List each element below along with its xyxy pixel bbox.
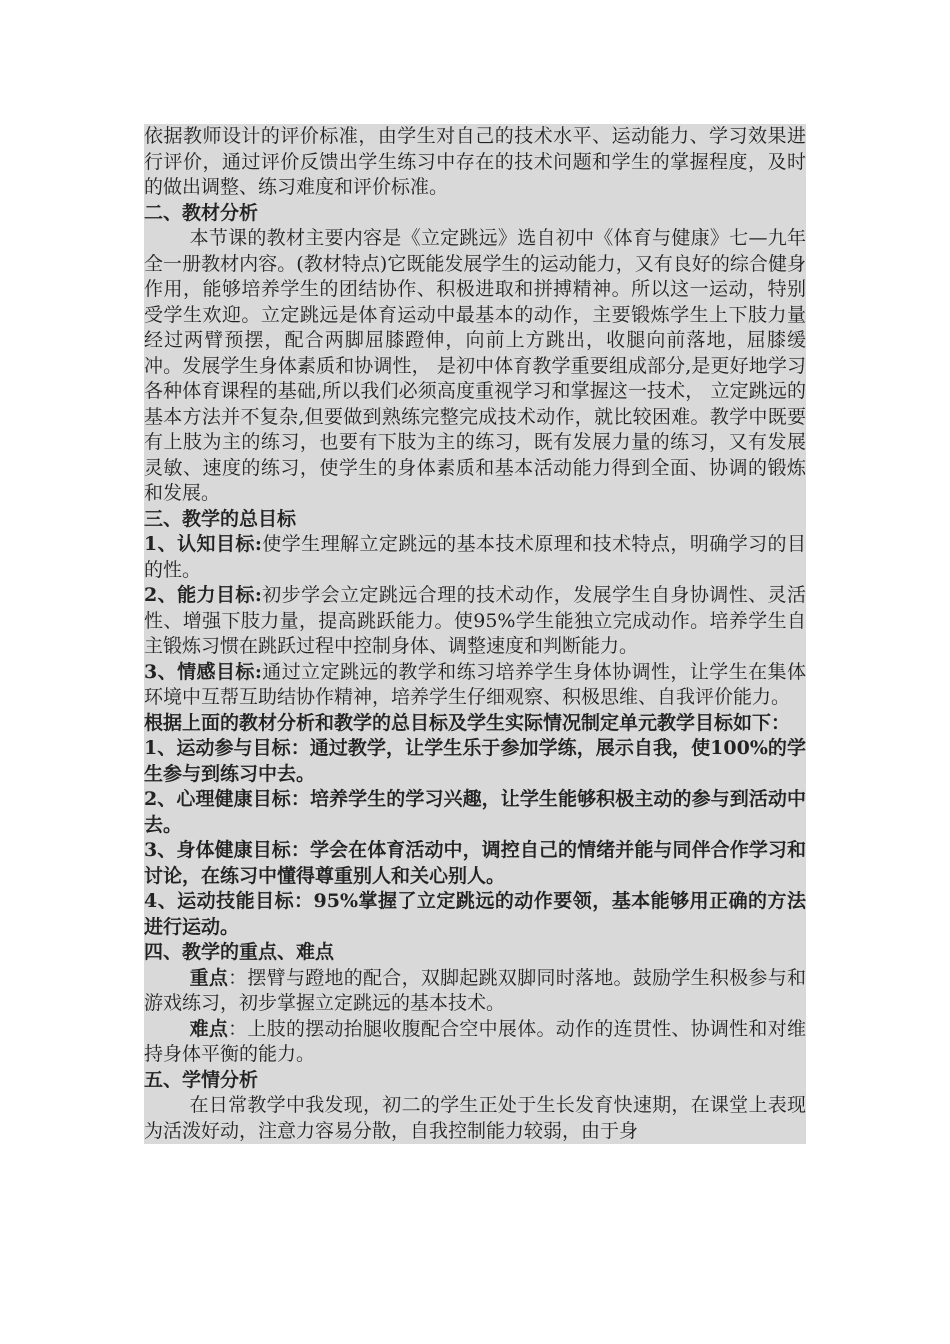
goal-item — [144, 660, 806, 711]
materials-paragraph: 本节课的教材主要内容是《立定跳远》选自初中《体育与健康》七—九年全一册教材内容。(教材特点)它既能发展学生的运动能力，又有良好的综合健身作用，能够培养学生的团结协作、积极进取和拼搏精神。所以这一运动，特别受学生欢迎。立定跳远是体育运动中最基本的动作，主要锻炼学生上下肢力量经过两臂预摆，配合两脚屈膝蹬伸，向前上方跳出，收腿向前落地，屈膝缓冲。发展学生身体素质和协调性， 是初中体育教学重要组成部分,是更好地学习各种体育课程的基础,所以我们必须高度重视学习和掌握这一技术， 立定跳远的基本方法并不复杂,但要做到熟练完整完成技术动作，就比较困难。教学中既要有上肢为主的练习，也要有下肢为主的练习，既有发展力量的练习，又有发展灵敏、速度的练习，使学生的身体素质和基本活动能力得到全面、协调的锻炼和发展。 — [144, 227, 806, 504]
goal-label: 1、认知目标: — [144, 533, 262, 555]
goal-label: 2、能力目标: — [144, 584, 262, 606]
unit-goal-item: 3、身体健康目标：学会在体育活动中，调控自己的情绪并能与同伴合作学习和讨论，在练习中懂得尊重别人和关心别人。 — [144, 839, 806, 887]
section-key-points — [144, 940, 806, 1068]
unit-goals-intro: 根据上面的教材分析和教学的总目标及学生实际情况制定单元教学目标如下： — [144, 711, 791, 734]
key-point-text: ：摆臂与蹬地的配合，双脚起跳双脚同时落地。鼓励学生积极参与和游戏练习，初步掌握立定跳远的基本技术。 — [144, 966, 806, 1014]
unit-goal-item: 2、心理健康目标：培养学生的学习兴趣，让学生能够积极主动的参与到活动中去。 — [144, 788, 806, 836]
section-goals — [144, 507, 806, 941]
goal-text: 使学生理解立定跳远的基本技术原理和技术特点，明确学习的目的性。 — [144, 533, 806, 581]
goal-item — [144, 583, 806, 660]
section-heading: 三、教学的总目标 — [144, 507, 297, 530]
student-analysis-paragraph: 在日常教学中我发现，初二的学生正处于生长发育快速期，在课堂上表现为活泼好动，注意力容易分散，自我控制能力较弱，由于身 — [144, 1094, 806, 1142]
intro-block — [144, 124, 806, 201]
difficulty-label: 难点 — [189, 1017, 229, 1040]
unit-goal-item: 1、运动参与目标：通过教学，让学生乐于参加学练，展示自我，使100%的学生参与到练习中去。 — [144, 737, 806, 785]
difficulty-text: ：上肢的摆动抬腿收腹配合空中展体。动作的连贯性、协调性和对维持身体平衡的能力。 — [144, 1017, 806, 1065]
key-point-paragraph — [144, 966, 806, 1017]
goal-text: 通过立定跳远的教学和练习培养学生身体协调性，让学生在集体环境中互帮互助结协作精神，培养学生仔细观察、积极思维、自我评价能力。 — [144, 660, 806, 708]
document-body — [144, 124, 806, 1144]
section-student-analysis — [144, 1068, 806, 1145]
difficulty-paragraph — [144, 1017, 806, 1068]
section-heading: 五、学情分析 — [144, 1068, 259, 1091]
unit-goal-item: 4、运动技能目标：95%掌握了立定跳远的动作要领，基本能够用正确的方法进行运动。 — [144, 890, 806, 938]
goal-label: 3、情感目标: — [144, 660, 262, 683]
key-point-label: 重点 — [189, 966, 229, 989]
section-materials — [144, 201, 806, 507]
section-heading: 二、教材分析 — [144, 201, 259, 224]
section-heading: 四、教学的重点、难点 — [144, 941, 335, 963]
intro-paragraph: 依据教师设计的评价标准，由学生对自己的技术水平、运动能力、学习效果进行评价，通过评价反馈出学生练习中存在的技术问题和学生的掌握程度，及时的做出调整、练习难度和评价标准。 — [144, 125, 806, 198]
goal-text: 初步学会立定跳远合理的技术动作，发展学生自身协调性、灵活性、增强下肢力量，提高跳跃能力。使95%学生能独立完成动作。培养学生自主锻炼习惯在跳跃过程中控制身体、调整速度和判断能力。 — [144, 584, 806, 657]
goal-item — [144, 532, 806, 583]
